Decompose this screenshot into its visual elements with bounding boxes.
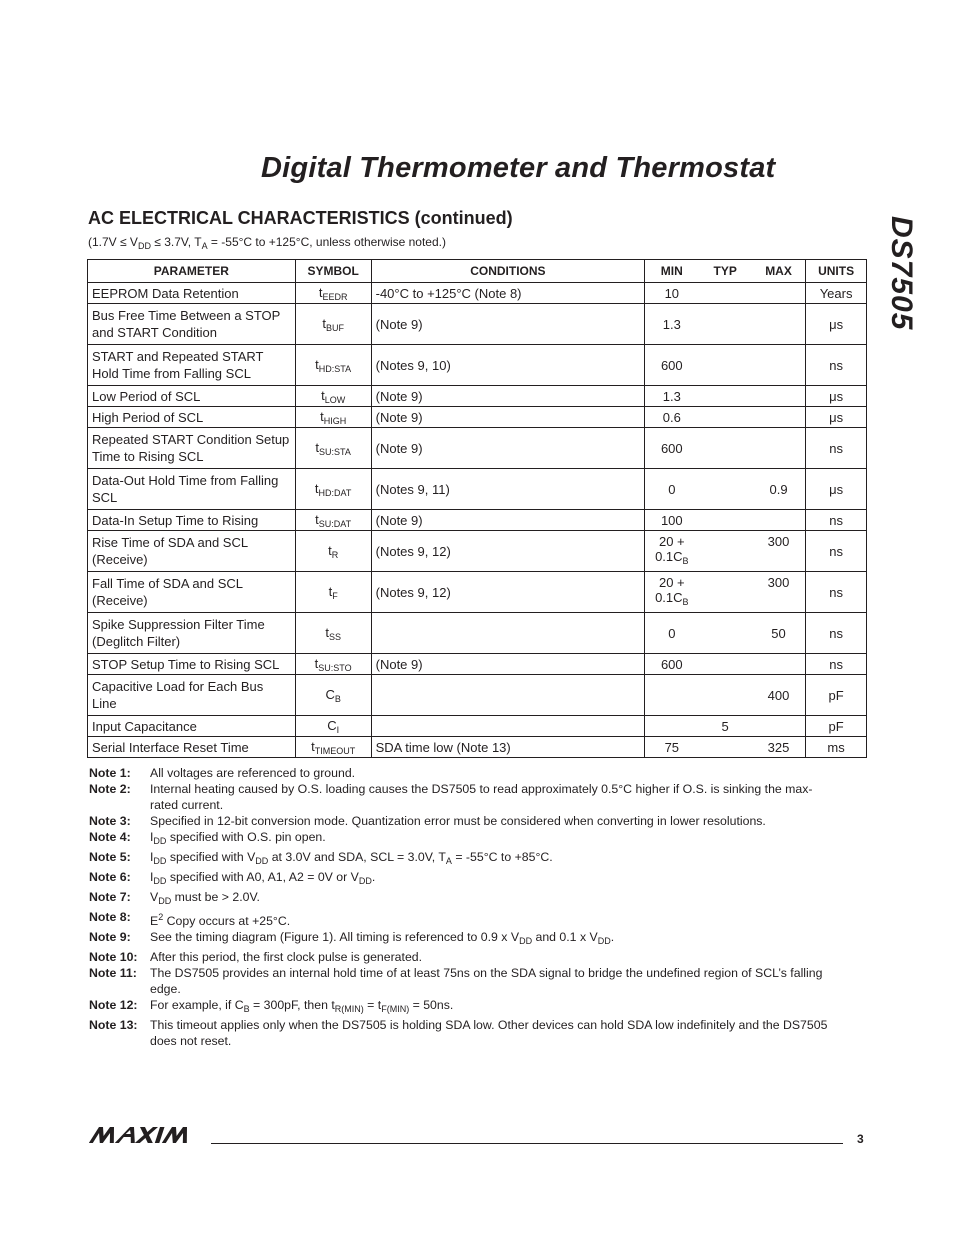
cell-parameter: Fall Time of SDA and SCL (Receive) xyxy=(88,572,296,613)
table-row xyxy=(88,345,867,386)
cell-min: 10 xyxy=(664,285,680,301)
note-item xyxy=(89,869,840,889)
cell-symbol: $t_F$ xyxy=(295,572,371,613)
cell-min: 20 + $0.1C_B$ xyxy=(655,533,689,566)
cell-symbol: $t_{BUF}$ xyxy=(295,304,371,345)
cell-symbol: $t_{HIGH}$ xyxy=(295,407,371,428)
cell-typ xyxy=(698,389,751,404)
cell-conditions xyxy=(371,716,645,737)
cell-max: 325 xyxy=(767,739,790,755)
table-row xyxy=(88,469,867,510)
cell-min-typ-max xyxy=(645,304,806,345)
table-row xyxy=(88,531,867,572)
col-min-typ-max xyxy=(645,260,806,283)
note-text: $I_{DD}$ specified with A0, A1, A2 = 0V or $V_{DD}$. xyxy=(150,870,376,886)
cell-units: ns xyxy=(806,613,867,654)
cell-conditions xyxy=(371,613,645,654)
test-conditions: ($1.7V \le V_{DD} \le 3.7V$, $T_A = -55^\circ C$ to +125°C, unless otherwise noted.) xyxy=(88,235,446,251)
cell-min-typ-max xyxy=(645,654,806,675)
cell-units: μs xyxy=(806,469,867,510)
cell-min-typ-max xyxy=(645,572,806,613)
cell-min-typ-max xyxy=(645,675,806,716)
cell-symbol: $C_I$ xyxy=(295,716,371,737)
cell-max xyxy=(752,317,805,332)
note-label: Note 1: xyxy=(89,766,131,780)
cell-symbol: $t_{SS}$ xyxy=(295,613,371,654)
table-row xyxy=(88,283,867,304)
cell-units: ns xyxy=(806,572,867,613)
cell-parameter: Serial Interface Reset Time xyxy=(88,737,296,758)
cell-conditions xyxy=(371,675,645,716)
note-text: $E^2$ Copy occurs at +25°C. xyxy=(150,912,291,929)
cell-max xyxy=(752,358,805,373)
note-label: Note 9: xyxy=(89,930,131,945)
note-text: After this period, the first clock pulse is generated. xyxy=(150,950,423,965)
cell-units: ms xyxy=(806,737,867,758)
cell-conditions: (Notes 9, 10) xyxy=(371,345,645,386)
cell-conditions: (Note 9) xyxy=(371,510,645,531)
note-label: Note 2: xyxy=(89,782,131,796)
note-item xyxy=(89,765,840,781)
cell-conditions: (Note 9) xyxy=(371,428,645,469)
table-row xyxy=(88,407,867,428)
note-item xyxy=(89,997,840,1017)
cell-units: pF xyxy=(806,675,867,716)
cell-min-typ-max xyxy=(645,428,806,469)
cell-typ xyxy=(698,740,751,755)
cell-min-typ-max xyxy=(645,283,806,304)
cell-max: 50 xyxy=(771,625,786,641)
table-row xyxy=(88,428,867,469)
cell-min: 0 xyxy=(668,481,676,497)
cell-symbol: $t_{HD:DAT}$ xyxy=(295,469,371,510)
cell-units: ns xyxy=(806,510,867,531)
cell-min: 20 + $0.1C_B$ xyxy=(655,574,689,607)
note-text: $V_{DD}$ must be > 2.0V. xyxy=(150,890,260,906)
cell-max: 0.9 xyxy=(769,481,788,497)
col-units: UNITS xyxy=(806,260,867,283)
cell-max xyxy=(752,389,805,404)
table-row xyxy=(88,675,867,716)
cell-min: 75 xyxy=(664,739,680,755)
cell-max xyxy=(752,410,805,425)
maxim-logo xyxy=(89,1127,199,1143)
cell-min: 1.3 xyxy=(662,388,681,404)
cell-conditions: (Notes 9, 11) xyxy=(371,469,645,510)
cell-max: 400 xyxy=(767,687,790,703)
cell-min: 100 xyxy=(660,512,683,528)
table-row xyxy=(88,572,867,613)
cell-typ xyxy=(698,688,751,703)
cell-typ xyxy=(698,317,751,332)
note-text: This timeout applies only when the DS7505 is holding SDA low. Other devices can hold SDA low indefinitely and the DS7505 does not reset. xyxy=(150,1018,828,1049)
cell-symbol: $t_{LOW}$ xyxy=(295,386,371,407)
cell-conditions: (Notes 9, 12) xyxy=(371,531,645,572)
table-row xyxy=(88,386,867,407)
cell-parameter: Spike Suppression Filter Time (Deglitch Filter) xyxy=(88,613,296,654)
cell-max xyxy=(752,441,805,456)
cell-conditions: SDA time low (Note 13) xyxy=(371,737,645,758)
page-title: Digital Thermometer and Thermostat xyxy=(261,152,776,184)
cell-units: μs xyxy=(806,407,867,428)
cell-symbol: $t_R$ xyxy=(295,531,371,572)
cell-min-typ-max xyxy=(645,510,806,531)
cell-max xyxy=(752,286,805,301)
cell-conditions: -40°C to +125°C (Note 8) xyxy=(371,283,645,304)
note-item xyxy=(89,849,840,869)
note-label: Note 13: xyxy=(89,1018,138,1033)
part-number: DS7505 xyxy=(885,216,918,331)
cell-typ xyxy=(698,441,751,456)
cell-units: ns xyxy=(806,428,867,469)
cell-min: 600 xyxy=(660,357,683,373)
cell-conditions: (Note 9) xyxy=(371,654,645,675)
table-row xyxy=(88,716,867,737)
col-conditions: CONDITIONS xyxy=(371,260,645,283)
cell-min-typ-max xyxy=(645,531,806,572)
note-text: $I_{DD}$ specified with $V_{DD}$ at 3.0V and SDA, SCL = 3.0V, $T_A = -55^\circ C$ to +85°C. xyxy=(150,850,553,866)
cell-parameter: Input Capacitance xyxy=(88,716,296,737)
cell-min xyxy=(645,719,698,734)
notes-list xyxy=(89,765,840,1049)
cell-min-typ-max xyxy=(645,469,806,510)
cell-min xyxy=(645,688,698,703)
cell-max xyxy=(752,719,805,734)
note-label: Note 3: xyxy=(89,814,131,828)
cell-parameter: Capacitive Load for Each Bus Line xyxy=(88,675,296,716)
cell-max: 300 xyxy=(767,574,790,590)
cell-max xyxy=(752,657,805,672)
cell-typ xyxy=(698,534,751,569)
cell-units: Years xyxy=(806,283,867,304)
note-text: $I_{DD}$ specified with O.S. pin open. xyxy=(150,830,326,846)
cell-max: 300 xyxy=(767,533,790,549)
cell-min-typ-max xyxy=(645,386,806,407)
cell-typ xyxy=(698,482,751,497)
note-item xyxy=(89,909,840,929)
cell-conditions: (Note 9) xyxy=(371,407,645,428)
note-text: Specified in 12-bit conversion mode. Quantization error must be considered when converting in lower resolutions. xyxy=(150,814,766,828)
cell-min-typ-max xyxy=(645,737,806,758)
note-text: Internal heating caused by O.S. loading causes the DS7505 to read approximately 0.5°C higher if O.S. is sinking the max-rated current. xyxy=(150,782,813,812)
cell-typ xyxy=(698,513,751,528)
cell-typ xyxy=(698,657,751,672)
table-row xyxy=(88,304,867,345)
cell-parameter: Bus Free Time Between a STOP and START Condition xyxy=(88,304,296,345)
cell-min-typ-max xyxy=(645,613,806,654)
note-item xyxy=(89,965,840,997)
note-label: Note 12: xyxy=(89,998,138,1013)
cell-conditions: (Notes 9, 12) xyxy=(371,572,645,613)
cell-typ xyxy=(698,286,751,301)
note-item xyxy=(89,929,840,949)
cell-parameter: Data-In Setup Time to Rising xyxy=(88,510,296,531)
cell-parameter: STOP Setup Time to Rising SCL xyxy=(88,654,296,675)
note-label: Note 8: xyxy=(89,910,131,924)
col-max: MAX xyxy=(765,264,792,278)
cell-parameter: Repeated START Condition Setup Time to Rising SCL xyxy=(88,428,296,469)
table-header-row xyxy=(88,260,867,283)
col-typ: TYP xyxy=(713,264,737,278)
cell-symbol: $t_{SU:DAT}$ xyxy=(295,510,371,531)
cell-min: 600 xyxy=(660,440,683,456)
cell-typ xyxy=(698,575,751,610)
note-text: The DS7505 provides an internal hold time of at least 75ns on the SDA signal to bridge the undefined region of SCL’s falling edge. xyxy=(150,966,823,997)
cell-parameter: START and Repeated START Hold Time from Falling SCL xyxy=(88,345,296,386)
section-title: AC ELECTRICAL CHARACTERISTICS (continued) xyxy=(88,208,513,228)
note-label: Note 5: xyxy=(89,850,131,864)
cell-units: ns xyxy=(806,654,867,675)
cell-parameter: High Period of SCL xyxy=(88,407,296,428)
col-symbol: SYMBOL xyxy=(295,260,371,283)
note-item xyxy=(89,813,840,829)
note-label: Note 6: xyxy=(89,870,131,884)
cell-units: pF xyxy=(806,716,867,737)
cell-symbol: $t_{EEDR}$ xyxy=(295,283,371,304)
cell-units: μs xyxy=(806,304,867,345)
note-item xyxy=(89,949,840,965)
cell-parameter: Low Period of SCL xyxy=(88,386,296,407)
note-item xyxy=(89,781,840,813)
cell-units: ns xyxy=(806,531,867,572)
note-text: For example, if $C_B = 300pF$, then $t_{R(MIN)} = t_{F(MIN)} = 50ns$. xyxy=(150,998,454,1015)
cell-min: 0.6 xyxy=(662,409,681,425)
cell-parameter: Data-Out Hold Time from Falling SCL xyxy=(88,469,296,510)
cell-units: μs xyxy=(806,386,867,407)
cell-min-typ-max xyxy=(645,407,806,428)
page-number: 3 xyxy=(857,1132,864,1146)
note-label: Note 11: xyxy=(89,966,137,981)
cell-typ: 5 xyxy=(721,718,729,734)
cell-min-typ-max xyxy=(645,716,806,737)
cell-typ xyxy=(698,358,751,373)
table-row xyxy=(88,737,867,758)
note-label: Note 4: xyxy=(89,830,131,844)
note-item xyxy=(89,1017,840,1049)
note-label: Note 10: xyxy=(89,950,138,965)
cell-parameter: EEPROM Data Retention xyxy=(88,283,296,304)
note-item xyxy=(89,889,840,909)
note-item xyxy=(89,829,840,849)
col-parameter: PARAMETER xyxy=(88,260,296,283)
cell-conditions: (Note 9) xyxy=(371,304,645,345)
note-text: See the timing diagram (Figure 1). All timing is referenced to 0.9 x $V_{DD}$ and 0.1 x $V_{DD}$. xyxy=(150,930,615,947)
note-text: All voltages are referenced to ground. xyxy=(150,766,356,780)
note-label: Note 7: xyxy=(89,890,131,904)
cell-symbol: $C_B$ xyxy=(295,675,371,716)
cell-typ xyxy=(698,626,751,641)
cell-min: 1.3 xyxy=(662,316,681,332)
ac-characteristics-table xyxy=(87,259,867,758)
cell-symbol: $t_{TIMEOUT}$ xyxy=(295,737,371,758)
cell-symbol: $t_{SU:STO}$ xyxy=(295,654,371,675)
table-row xyxy=(88,654,867,675)
table-row xyxy=(88,613,867,654)
footer-rule xyxy=(211,1143,843,1144)
cell-min: 0 xyxy=(668,625,676,641)
cell-parameter: Rise Time of SDA and SCL (Receive) xyxy=(88,531,296,572)
table-row xyxy=(88,510,867,531)
cell-max xyxy=(752,513,805,528)
cell-min-typ-max xyxy=(645,345,806,386)
cell-min: 600 xyxy=(660,656,683,672)
cell-typ xyxy=(698,410,751,425)
cell-units: ns xyxy=(806,345,867,386)
cell-symbol: $t_{SU:STA}$ xyxy=(295,428,371,469)
cell-conditions: (Note 9) xyxy=(371,386,645,407)
cell-symbol: $t_{HD:STA}$ xyxy=(295,345,371,386)
col-min: MIN xyxy=(660,264,683,278)
